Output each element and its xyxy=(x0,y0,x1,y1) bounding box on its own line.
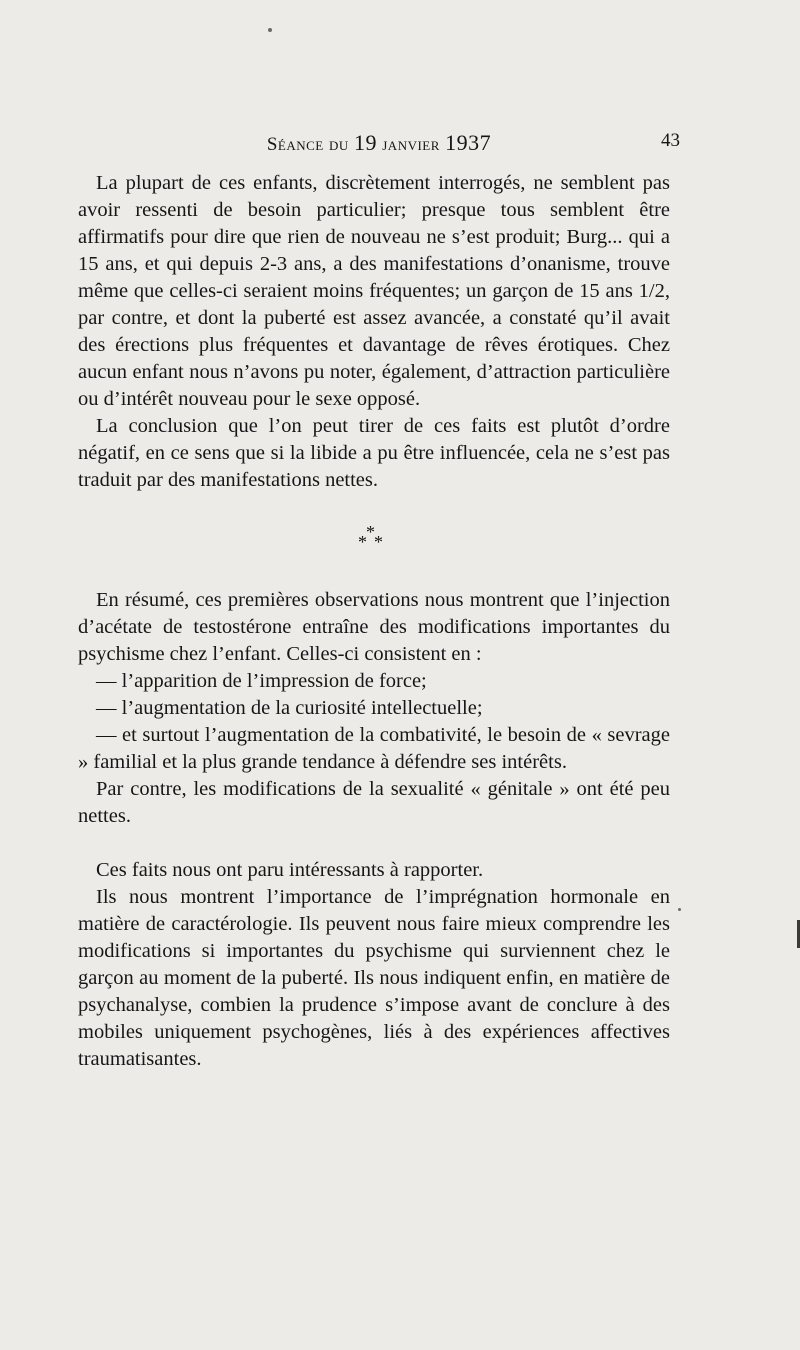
spacer xyxy=(78,830,670,857)
paragraph: Par contre, les modifications de la sexualité « génitale » ont été peu nettes. xyxy=(78,778,670,827)
page-number: 43 xyxy=(661,130,680,151)
body-text xyxy=(78,170,670,1073)
paragraph: La conclusion que l’on peut tirer de ces faits est plutôt d’ordre négatif, en ce sens que si la libide a pu être influencée, cela ne s’est pas traduit par des manifestations nettes. xyxy=(78,415,670,491)
header-title xyxy=(78,130,680,156)
header-title-prefix: Séance du xyxy=(266,134,354,155)
asterism-star: * xyxy=(366,522,375,542)
list-item: — l’augmentation de la curiosité intellectuelle; xyxy=(96,697,483,719)
header-title-year: 1937 xyxy=(445,130,492,155)
paragraph: La plupart de ces enfants, discrètement interrogés, ne semblent pas avoir ressenti de besoin particulier; presque tous semblent être affirmatifs pour dire que rien de nouveau ne s’est produit; Burg... qui a 15 ans, et qui depuis 2-3 ans, a des manifestations d’onanisme, trouve même que celles-ci seraient moins fréquentes; un garçon de 15 ans 1/2, par contre, et dont la puberté est assez avancée, a constaté qu’il avait des érections plus fréquentes et davantage de rêves érotiques. Chez aucun enfant nous n’avons pu noter, également, d’attraction particulière ou d’intérêt nouveau pour le sexe opposé. xyxy=(78,172,670,410)
speck-mark xyxy=(268,28,272,32)
list-item: — et surtout l’augmentation de la combativité, le besoin de « sevrage » familial et la plus grande tendance à défendre ses intérêts. xyxy=(78,724,670,773)
header-title-day: 19 xyxy=(354,130,377,155)
speck-mark xyxy=(678,908,681,911)
list-item: — l’apparition de l’impression de force; xyxy=(96,670,427,692)
asterism xyxy=(78,521,670,551)
paragraph: Ils nous montrent l’importance de l’imprégnation hormonale en matière de caractérologie. Ils peuvent nous faire mieux comprendre les modifications si importantes du psychisme qui surviennent chez le garçon au moment de la puberté. Ils nous indiquent enfin, en matière de psychanalyse, combien la prudence s’impose avant de conclure à des mobiles uniquement psychogènes, liés à des expériences affectives traumatisantes. xyxy=(78,886,670,1070)
asterism-star: * xyxy=(374,532,383,552)
running-header xyxy=(78,130,680,160)
header-title-month: janvier xyxy=(377,134,446,155)
paragraph: Ces faits nous ont paru intéressants à rapporter. xyxy=(96,859,484,881)
asterism-star: * xyxy=(358,532,367,552)
paragraph: En résumé, ces premières observations nous montrent que l’injection d’acétate de testostérone entraîne des modifications importantes du psychisme chez l’enfant. Celles-ci consistent en : xyxy=(78,589,670,665)
